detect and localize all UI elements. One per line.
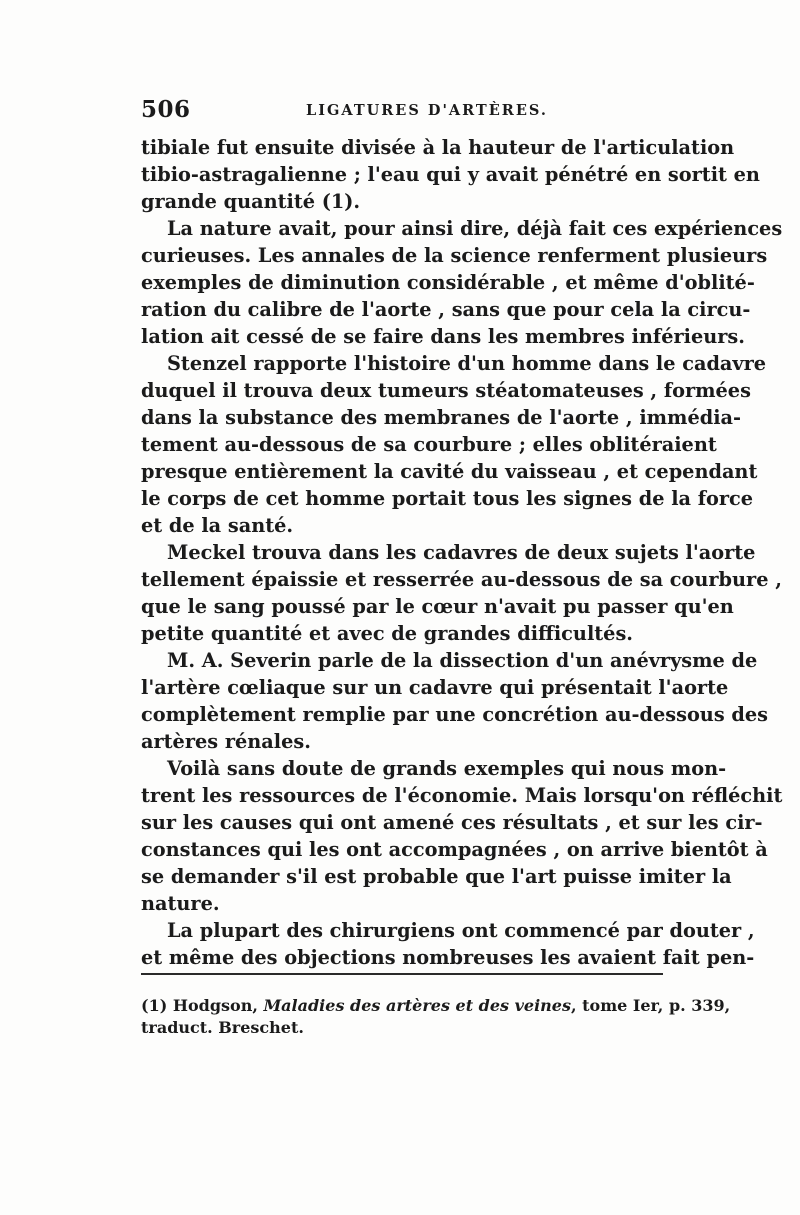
- text-line: M. A. Severin parle de la dissection d'un anévrysme de: [167, 649, 758, 672]
- text-line: La nature avait, pour ainsi dire, déjà fait ces expériences: [167, 217, 783, 240]
- page-number: 506: [141, 96, 191, 123]
- page-header: [141, 96, 663, 126]
- footnote-separator: [141, 973, 663, 975]
- text-line: Stenzel rapporte l'histoire d'un homme dans le cadavre: [167, 352, 767, 375]
- footnote-cited-title: Maladies des artères et des veines: [263, 996, 571, 1015]
- footnotes: [141, 995, 731, 1039]
- text-line: La plupart des chirurgiens ont commencé par douter ,: [167, 919, 755, 942]
- text-line: ration du calibre de l'aorte , sans que pour cela la circu-: [141, 298, 751, 321]
- text-line: que le sang poussé par le cœur n'avait pu passer qu'en: [141, 595, 734, 618]
- text-line: trent les ressources de l'économie. Mais lorsqu'on réfléchit: [141, 784, 783, 807]
- text-line: le corps de cet homme portait tous les signes de la force: [141, 487, 754, 510]
- text-line: Meckel trouva dans les cadavres de deux sujets l'aorte: [167, 541, 756, 564]
- footnote-line: [141, 995, 731, 1017]
- text-line: et de la santé.: [141, 514, 294, 537]
- running-title: LIGATURES D'ARTÈRES.: [306, 102, 548, 119]
- text-line: tement au-dessous de sa courbure ; elles oblitéraient: [141, 433, 717, 456]
- footnote-marker: (1) Hodgson,: [141, 996, 264, 1015]
- text-line: lation ait cessé de se faire dans les membres inférieurs.: [141, 325, 745, 348]
- text-line: se demander s'il est probable que l'art puisse imiter la: [141, 865, 732, 888]
- footnote-line: traduct. Breschet.: [141, 1018, 304, 1037]
- text-line: l'artère cœliaque sur un cadavre qui présentait l'aorte: [141, 676, 729, 699]
- text-line: complètement remplie par une concrétion au-dessous des: [141, 703, 768, 726]
- body-text: [141, 134, 783, 971]
- footnote-citation: , tome Ier, p. 339,: [570, 996, 731, 1015]
- text-line: duquel il trouva deux tumeurs stéatomateuses , formées: [141, 379, 751, 402]
- text-line: artères rénales.: [141, 730, 311, 753]
- text-line: grande quantité (1).: [141, 190, 361, 213]
- text-line: Voilà sans doute de grands exemples qui nous mon-: [167, 757, 727, 780]
- text-line: exemples de diminution considérable , et même d'oblité-: [141, 271, 755, 294]
- text-line: petite quantité et avec de grandes difficultés.: [141, 622, 634, 645]
- text-line: et même des objections nombreuses les avaient fait pen-: [141, 946, 755, 969]
- text-line: curieuses. Les annales de la science renferment plusieurs: [141, 244, 768, 267]
- text-line: dans la substance des membranes de l'aorte , immédia-: [141, 406, 742, 429]
- text-line: tibio-astragalienne ; l'eau qui y avait pénétré en sortit en: [141, 163, 760, 186]
- text-line: sur les causes qui ont amené ces résultats , et sur les cir-: [141, 811, 763, 834]
- text-line: constances qui les ont accompagnées , on arrive bientôt à: [141, 838, 768, 861]
- text-line: tibiale fut ensuite divisée à la hauteur de l'articulation: [141, 136, 735, 159]
- text-line: presque entièrement la cavité du vaisseau , et cependant: [141, 460, 758, 483]
- text-line: tellement épaissie et resserrée au-dessous de sa courbure ,: [141, 568, 782, 591]
- text-line: nature.: [141, 892, 220, 915]
